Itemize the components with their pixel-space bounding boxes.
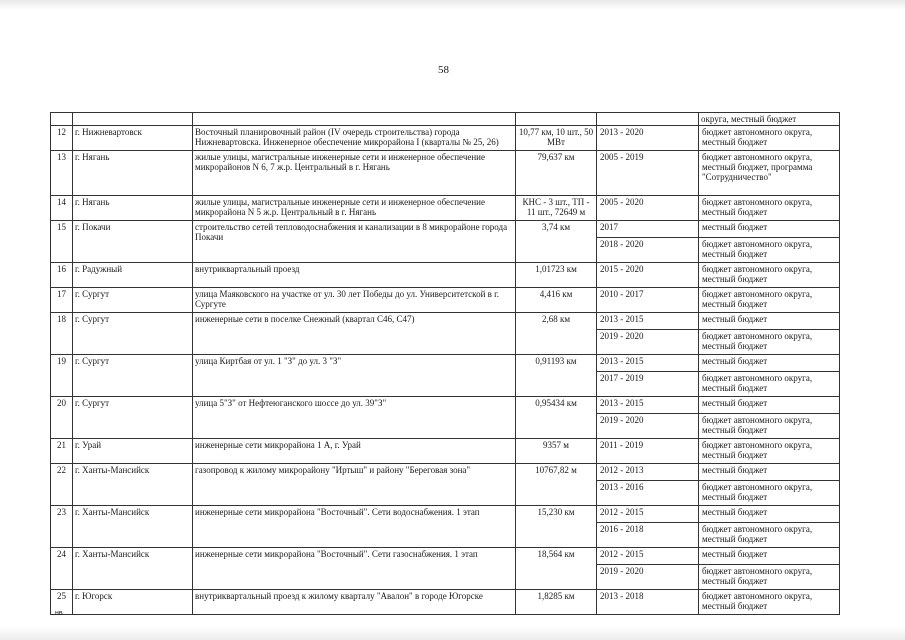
cell-object: улица Маяковского на участке от ул. 30 лет Победы до ул. Университетской в г. Сургуте: [193, 288, 516, 313]
cell-period: 2013 - 2015: [600, 398, 644, 408]
table-row: [51, 151, 840, 196]
table-row-continued: [51, 113, 840, 126]
cell-city: г. Сургут: [73, 397, 193, 439]
cell-number: 13: [51, 151, 73, 196]
cell-funding-source: местный бюджет: [702, 222, 768, 232]
cell-source-group: [699, 397, 840, 439]
cell-length: 1,01723 км: [516, 263, 597, 288]
cell-period: 2013 - 2020: [600, 127, 644, 137]
table-row: [51, 397, 840, 439]
table-row: [51, 263, 840, 288]
cell-city: г. Ханты-Мансийск: [73, 506, 193, 548]
cell-length: 3,74 км: [516, 221, 597, 263]
cell-city: г. Сургут: [73, 288, 193, 313]
cell-source-group: [699, 548, 840, 590]
cell-source-group: [699, 506, 840, 548]
cell-period: 2013 - 2016: [597, 480, 698, 505]
cell-empty: [516, 113, 597, 126]
cell-object: инженерные сети микрорайона 1 А, г. Урай: [193, 439, 516, 464]
cell-funding-source: местный бюджет: [702, 356, 768, 366]
cell-source-group: [699, 439, 840, 464]
cell-city: г. Радужный: [73, 263, 193, 288]
cell-funding-source: бюджет автономного округа, местный бюджет: [699, 522, 839, 547]
cell-period-group: [597, 548, 699, 590]
cell-period: 2011 - 2019: [600, 440, 644, 450]
cell-object: газопровод к жилому микрорайону "Иртыш" и району "Береговая зона": [193, 464, 516, 506]
table-body: [51, 113, 840, 615]
cell-period-group: [597, 464, 699, 506]
cell-period-group: [597, 151, 699, 196]
cell-period-group: [597, 439, 699, 464]
cell-city: г. Югорск: [73, 590, 193, 615]
cell-object: инженерные сети микрорайона "Восточный". Сети газоснабжения. 1 этап: [193, 548, 516, 590]
cell-funding-source: бюджет автономного округа, местный бюджет: [702, 127, 813, 147]
cell-period: 2012 - 2015: [600, 549, 644, 559]
cell-object: улица 5"З" от Нефтеюганского шоссе до ул. 39"З": [193, 397, 516, 439]
cell-source-group: [699, 263, 840, 288]
table-row: [51, 590, 840, 615]
cell-empty: [73, 113, 193, 126]
cell-period: 2005 - 2019: [600, 152, 644, 162]
cell-object: строительство сетей тепловодоснабжения и канализации в 8 микрорайоне города Покачи: [193, 221, 516, 263]
table-row: [51, 506, 840, 548]
cell-period: 2017: [600, 222, 618, 232]
cell-object: Восточный планировочный район (IV очередь строительства) города Нижневартовска. Инженерное обеспечение микрорайона I (кварталы № 25, 26): [193, 126, 516, 151]
cell-number: 19: [51, 355, 73, 397]
cell-funding-source: бюджет автономного округа, местный бюджет: [702, 289, 813, 309]
cell-length: 18,564 км: [516, 548, 597, 590]
cell-length: 0,95434 км: [516, 397, 597, 439]
cell-period: 2019 - 2020: [597, 413, 698, 438]
cell-source-group: [699, 590, 840, 615]
cell-empty: [193, 113, 516, 126]
footer-mark: нв: [55, 610, 63, 617]
cell-period: 2019 - 2020: [597, 329, 698, 354]
cell-period-group: [597, 126, 699, 151]
cell-period-group: [597, 313, 699, 355]
cell-period-group: [597, 355, 699, 397]
cell-funding-source: местный бюджет: [702, 549, 768, 559]
cell-number: 16: [51, 263, 73, 288]
cell-city: г. Сургут: [73, 313, 193, 355]
cell-period-group: [597, 397, 699, 439]
cell-object: внутриквартальный проезд: [193, 263, 516, 288]
cell-number: 14: [51, 196, 73, 221]
cell-length: 1,8285 км: [516, 590, 597, 615]
cell-length: 2,68 км: [516, 313, 597, 355]
cell-source-group: [699, 196, 840, 221]
cell-length: 0,91193 км: [516, 355, 597, 397]
cell-period: 2012 - 2015: [600, 507, 644, 517]
cell-period: 2012 - 2013: [600, 465, 644, 475]
table-row: [51, 355, 840, 397]
cell-funding-source: местный бюджет: [702, 465, 768, 475]
cell-source-group: [699, 313, 840, 355]
cell-funding-source: местный бюджет: [702, 507, 768, 517]
cell-period-group: [597, 590, 699, 615]
projects-table: [50, 112, 840, 615]
cell-length: 9357 м: [516, 439, 597, 464]
cell-length: 10767,82 м: [516, 464, 597, 506]
cell-city: г. Ханты-Мансийск: [73, 464, 193, 506]
table-row: [51, 126, 840, 151]
cell-funding-source: бюджет автономного округа, местный бюджет: [699, 329, 839, 354]
cell-city: г. Ханты-Мансийск: [73, 548, 193, 590]
cell-funding-source: бюджет автономного округа, местный бюджет: [702, 264, 813, 284]
cell-funding-source: округа, местный бюджет: [699, 113, 840, 126]
cell-period: 2013 - 2018: [600, 591, 644, 601]
cell-period-group: [597, 221, 699, 263]
table-row: [51, 313, 840, 355]
cell-city: г. Нягань: [73, 151, 193, 196]
cell-source-group: [699, 126, 840, 151]
cell-object: инженерные сети микрорайона "Восточный". Сети водоснабжения. 1 этап: [193, 506, 516, 548]
cell-number: 21: [51, 439, 73, 464]
cell-empty: [51, 113, 73, 126]
cell-period: 2019 - 2020: [597, 564, 698, 589]
cell-source-group: [699, 355, 840, 397]
page-number: 58: [438, 64, 449, 76]
table-row: [51, 548, 840, 590]
cell-period: 2013 - 2015: [600, 356, 644, 366]
cell-number: 23: [51, 506, 73, 548]
cell-city: г. Урай: [73, 439, 193, 464]
cell-object: внутриквартальный проезд к жилому кварталу "Авалон" в городе Югорске: [193, 590, 516, 615]
cell-source-group: [699, 151, 840, 196]
scan-edge-top: [0, 0, 905, 10]
scan-edge-bottom: [0, 626, 905, 640]
cell-period: 2016 - 2018: [597, 522, 698, 547]
cell-number: 15: [51, 221, 73, 263]
cell-funding-source: бюджет автономного округа, местный бюджет: [702, 197, 813, 217]
table-row: [51, 439, 840, 464]
cell-number: 25: [51, 590, 73, 615]
cell-source-group: [699, 464, 840, 506]
cell-period: 2013 - 2015: [600, 314, 644, 324]
cell-source-group: [699, 221, 840, 263]
cell-period-group: [597, 196, 699, 221]
cell-period-group: [597, 288, 699, 313]
cell-funding-source: бюджет автономного округа, местный бюджет: [699, 413, 839, 438]
cell-number: 22: [51, 464, 73, 506]
cell-period-group: [597, 506, 699, 548]
cell-period: 2018 - 2020: [597, 237, 698, 262]
cell-funding-source: бюджет автономного округа, местный бюджет: [702, 591, 813, 611]
table-row: [51, 196, 840, 221]
cell-number: 12: [51, 126, 73, 151]
cell-period-group: [597, 263, 699, 288]
cell-object: улица Киртбая от ул. 1 "З" до ул. 3 "З": [193, 355, 516, 397]
cell-length: 4,416 км: [516, 288, 597, 313]
cell-funding-source: бюджет автономного округа, местный бюджет: [699, 480, 839, 505]
cell-period: 2015 - 2020: [600, 264, 644, 274]
cell-number: 17: [51, 288, 73, 313]
cell-funding-source: бюджет автономного округа, местный бюджет: [702, 440, 813, 460]
cell-source-group: [699, 288, 840, 313]
cell-funding-source: бюджет автономного округа, местный бюджет: [699, 564, 839, 589]
cell-period: 2005 - 2020: [600, 197, 644, 207]
table-row: [51, 221, 840, 263]
cell-funding-source: бюджет автономного округа, местный бюджет: [699, 237, 839, 262]
cell-length: 79,637 км: [516, 151, 597, 196]
cell-city: г. Сургут: [73, 355, 193, 397]
cell-number: 24: [51, 548, 73, 590]
cell-city: г. Нягань: [73, 196, 193, 221]
cell-length: КНС - 3 шт., ТП - 11 шт., 72649 м: [516, 196, 597, 221]
cell-empty: [597, 113, 699, 126]
cell-city: г. Нижневартовск: [73, 126, 193, 151]
cell-period: 2017 - 2019: [597, 371, 698, 396]
cell-length: 10,77 км, 10 шт., 50 МВт: [516, 126, 597, 151]
cell-length: 15,230 км: [516, 506, 597, 548]
cell-funding-source: местный бюджет: [702, 314, 768, 324]
cell-object: жилые улицы, магистральные инженерные сети и инженерное обеспечение микрорайона N 5 ж.р. Центральный в г. Нягань: [193, 196, 516, 221]
cell-funding-source: местный бюджет: [702, 398, 768, 408]
cell-object: инженерные сети в поселке Снежный (квартал С46, С47): [193, 313, 516, 355]
table-row: [51, 288, 840, 313]
cell-funding-source: бюджет автономного округа, местный бюджет: [699, 371, 839, 396]
table-row: [51, 464, 840, 506]
cell-period: 2010 - 2017: [600, 289, 644, 299]
cell-number: 18: [51, 313, 73, 355]
cell-object: жилые улицы, магистральные инженерные сети и инженерное обеспечение микрорайонов N 6, 7 ж.р. Центральный в г. Нягань: [193, 151, 516, 196]
cell-funding-source: бюджет автономного округа, местный бюджет, программа "Сотрудничество": [702, 152, 813, 182]
cell-city: г. Покачи: [73, 221, 193, 263]
cell-number: 20: [51, 397, 73, 439]
